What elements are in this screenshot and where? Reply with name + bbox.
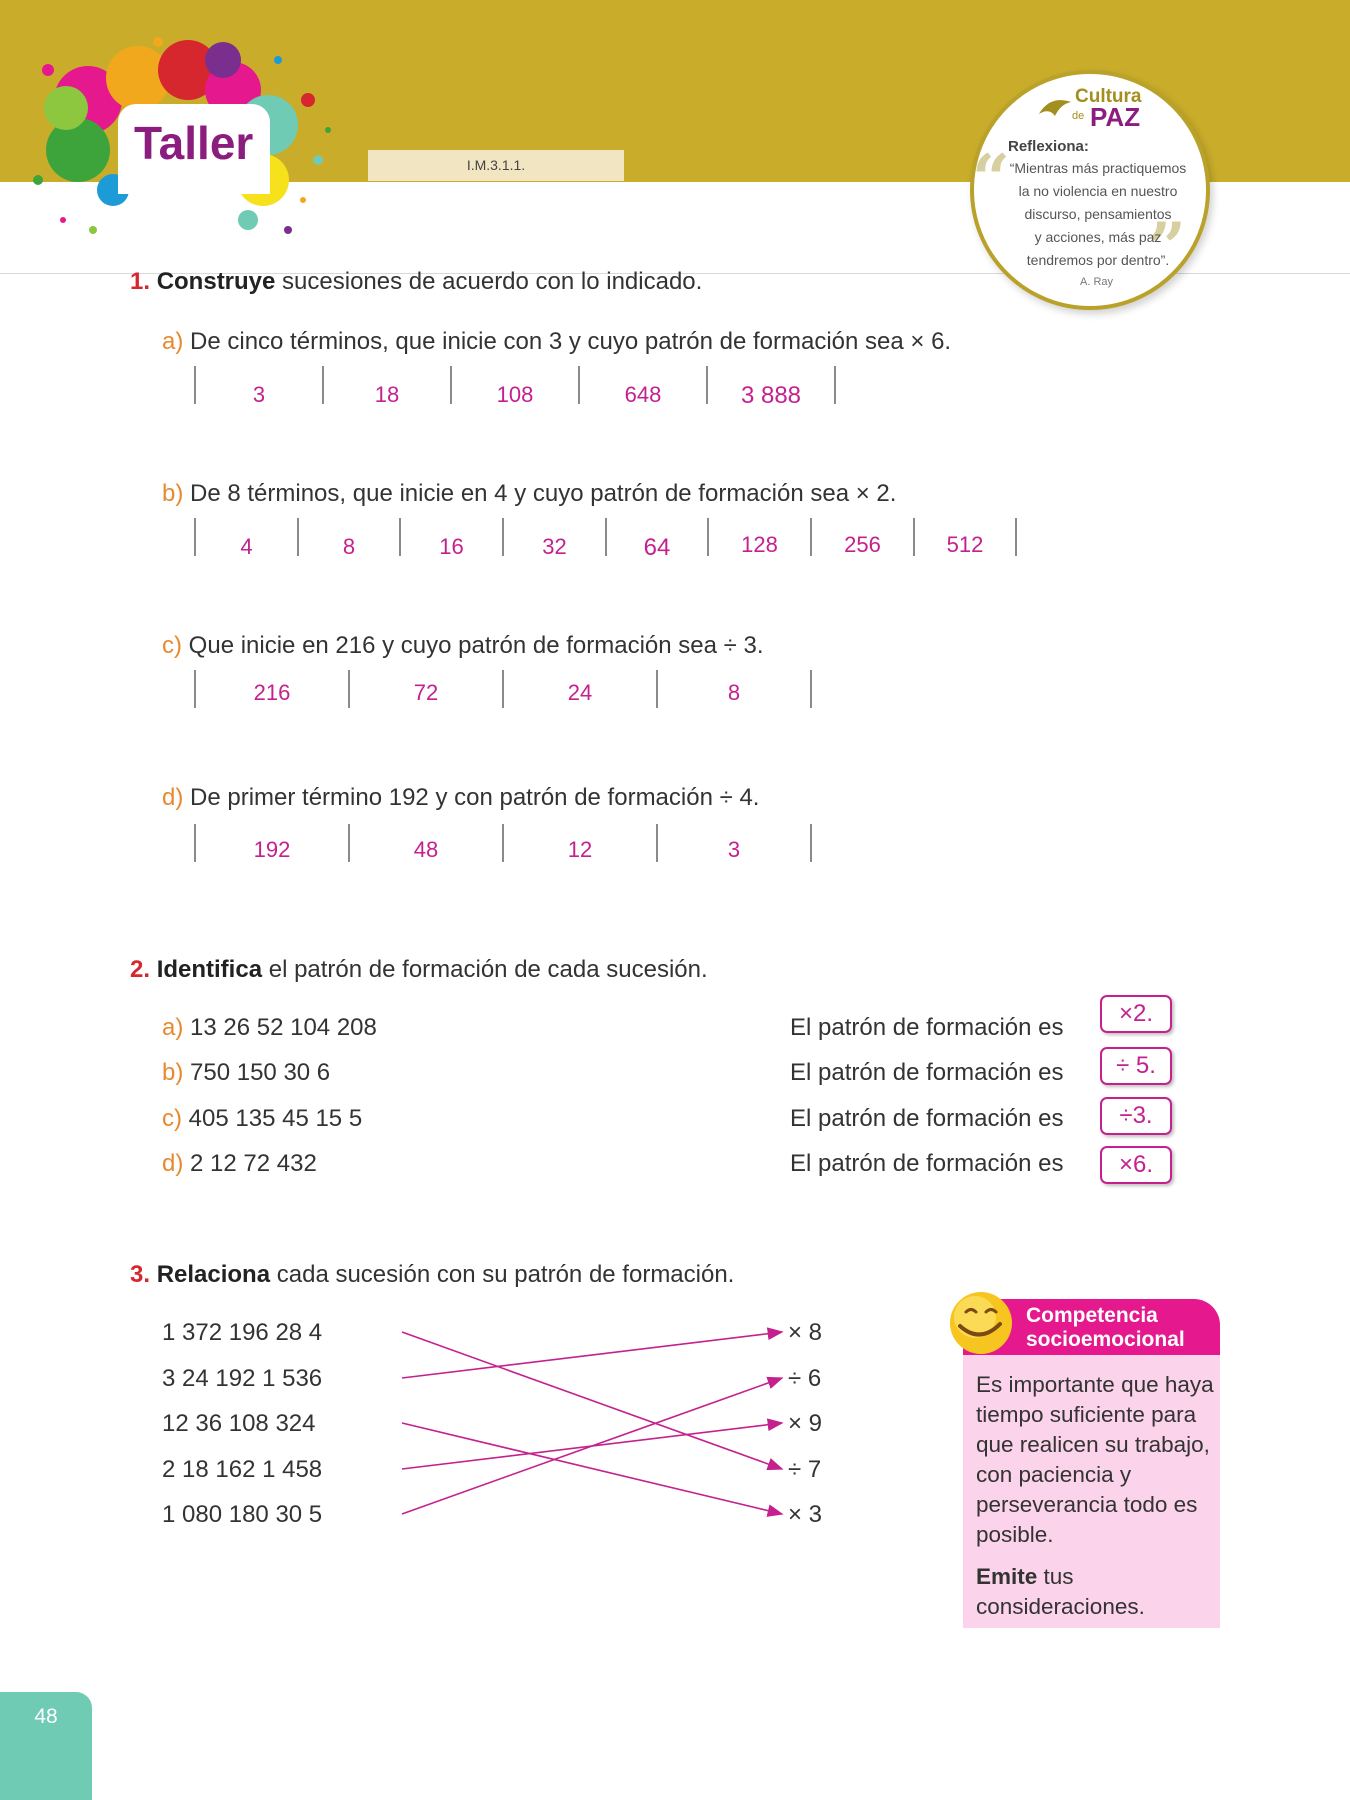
answer-value: 48 — [413, 837, 439, 862]
pattern-answer-box: ÷3. — [1100, 1097, 1172, 1135]
exercise-number: 2. — [130, 956, 151, 983]
socioemotional-title-line: Competencia — [1026, 1304, 1158, 1327]
paz-paz-label: PAZ — [1090, 102, 1141, 132]
answer-value: 24 — [567, 680, 593, 705]
answer-value: 4 — [240, 534, 253, 559]
item-letter: c) — [162, 1105, 182, 1132]
socioemotional-emite-rest: tus consideraciones. — [976, 1564, 1145, 1619]
match-operation: × 3 — [788, 1501, 823, 1528]
exercise-verb: Relaciona — [156, 1261, 271, 1288]
sequence-text: 750 150 30 6 — [190, 1059, 331, 1086]
answer-value: 256 — [844, 532, 881, 557]
answer-value: 648 — [624, 382, 662, 407]
answer-value: 18 — [374, 382, 400, 407]
sequence-text: 405 135 45 15 5 — [188, 1105, 363, 1132]
pattern-answer-box: ×6. — [1100, 1146, 1172, 1184]
socioemotional-prompt — [976, 1562, 1216, 1622]
pattern-label: El patrón de formación es — [790, 1105, 1064, 1132]
paz-quote-line: y acciones, más paz — [1034, 229, 1162, 245]
paz-quote-line: discurso, pensamientos — [1024, 206, 1172, 222]
socioemotional-title-line: socioemocional — [1026, 1328, 1185, 1351]
indicator-code: I.M.3.1.1. — [466, 157, 526, 173]
match-operation: ÷ 7 — [788, 1456, 822, 1483]
pattern-answer-box: ÷ 5. — [1100, 1047, 1172, 1085]
match-operation: × 9 — [788, 1410, 823, 1437]
socioemotional-title — [1026, 1304, 1185, 1352]
answer-value: 32 — [542, 534, 567, 559]
sequence-text: 2 12 72 432 — [190, 1150, 317, 1177]
paz-quote-line: la no violencia en nuestro — [1018, 183, 1178, 199]
answer-value: 192 — [253, 837, 291, 862]
smiley-icon — [948, 1290, 1018, 1360]
item-text: De 8 términos, que inicie en 4 y cuyo patrón de formación sea × 2. — [190, 480, 897, 507]
item-text: Que inicie en 216 y cuyo patrón de formación sea ÷ 3. — [188, 632, 764, 659]
item-letter: d) — [162, 1150, 184, 1177]
pattern-label: El patrón de formación es — [790, 1059, 1064, 1086]
paz-quote-line: “Mientras más practiquemos — [1009, 160, 1187, 176]
paz-quote-line: tendremos por dentro”. — [1026, 252, 1170, 268]
pattern-label: El patrón de formación es — [790, 1150, 1064, 1177]
paz-de-label: de — [1072, 110, 1085, 122]
match-sequence: 1 080 180 30 5 — [162, 1501, 323, 1528]
paz-author: A. Ray — [1080, 276, 1114, 288]
item-text: De primer término 192 y con patrón de formación ÷ 4. — [190, 784, 760, 811]
exercise-verb: Construye — [156, 268, 276, 295]
paz-cultura-label: Cultura — [1075, 86, 1142, 107]
answer-value: 72 — [413, 680, 439, 705]
exercise-instruction: sucesiones de acuerdo con lo indicado. — [275, 268, 703, 295]
pattern-answer-box: ×2. — [1100, 995, 1172, 1033]
item-letter: a) — [162, 328, 184, 355]
match-sequence: 3 24 192 1 536 — [162, 1365, 323, 1392]
match-sequence: 2 18 162 1 458 — [162, 1456, 323, 1483]
answer-value: 108 — [496, 382, 534, 407]
socioemotional-emite: Emite — [976, 1564, 1038, 1589]
sequence-text: 13 26 52 104 208 — [190, 1014, 377, 1041]
answer-value: 3 — [252, 382, 266, 407]
exercise-instruction: el patrón de formación de cada sucesión. — [262, 956, 708, 983]
answer-value: 8 — [727, 680, 741, 705]
open-quote-icon: “ — [972, 140, 1010, 218]
answer-value: 3 — [727, 837, 741, 862]
item-letter: b) — [162, 1059, 184, 1086]
answer-value: 3 888 — [740, 382, 802, 409]
item-letter: c) — [162, 632, 182, 659]
page-number: 48 — [34, 1705, 58, 1728]
exercise-number: 1. — [130, 268, 151, 295]
match-operation: × 8 — [788, 1319, 823, 1346]
answer-value: 8 — [342, 534, 356, 559]
answer-value: 512 — [946, 532, 984, 557]
answer-value: 216 — [253, 680, 291, 705]
item-text: De cinco términos, que inicie con 3 y cuyo patrón de formación sea × 6. — [190, 328, 952, 355]
exercise-verb: Identifica — [156, 956, 263, 983]
item-letter: a) — [162, 1014, 184, 1041]
match-sequence: 1 372 196 28 4 — [162, 1319, 323, 1346]
answer-value: 128 — [741, 532, 778, 557]
exercise-number: 3. — [130, 1261, 151, 1288]
match-arrow — [402, 1332, 782, 1378]
pattern-label: El patrón de formación es — [790, 1014, 1064, 1041]
item-letter: b) — [162, 480, 184, 507]
socioemotional-text: Es importante que haya tiempo suficiente para que realicen su trabajo, con paciencia y perseverancia todo es posible. — [976, 1372, 1214, 1547]
match-arrow — [402, 1332, 782, 1469]
match-arrow — [402, 1423, 782, 1514]
close-quote-icon: ” — [1148, 208, 1186, 286]
match-sequence: 12 36 108 324 — [162, 1410, 316, 1437]
item-letter: d) — [162, 784, 184, 811]
paz-reflexiona-label: Reflexiona: — [1008, 138, 1089, 155]
page-title: Taller — [134, 117, 254, 169]
match-arrow — [402, 1378, 782, 1514]
answer-value: 16 — [439, 534, 464, 559]
answer-value: 64 — [643, 534, 671, 561]
answer-value: 12 — [567, 837, 593, 862]
match-operation: ÷ 6 — [788, 1365, 822, 1392]
exercise-instruction: cada sucesión con su patrón de formación. — [270, 1261, 735, 1288]
